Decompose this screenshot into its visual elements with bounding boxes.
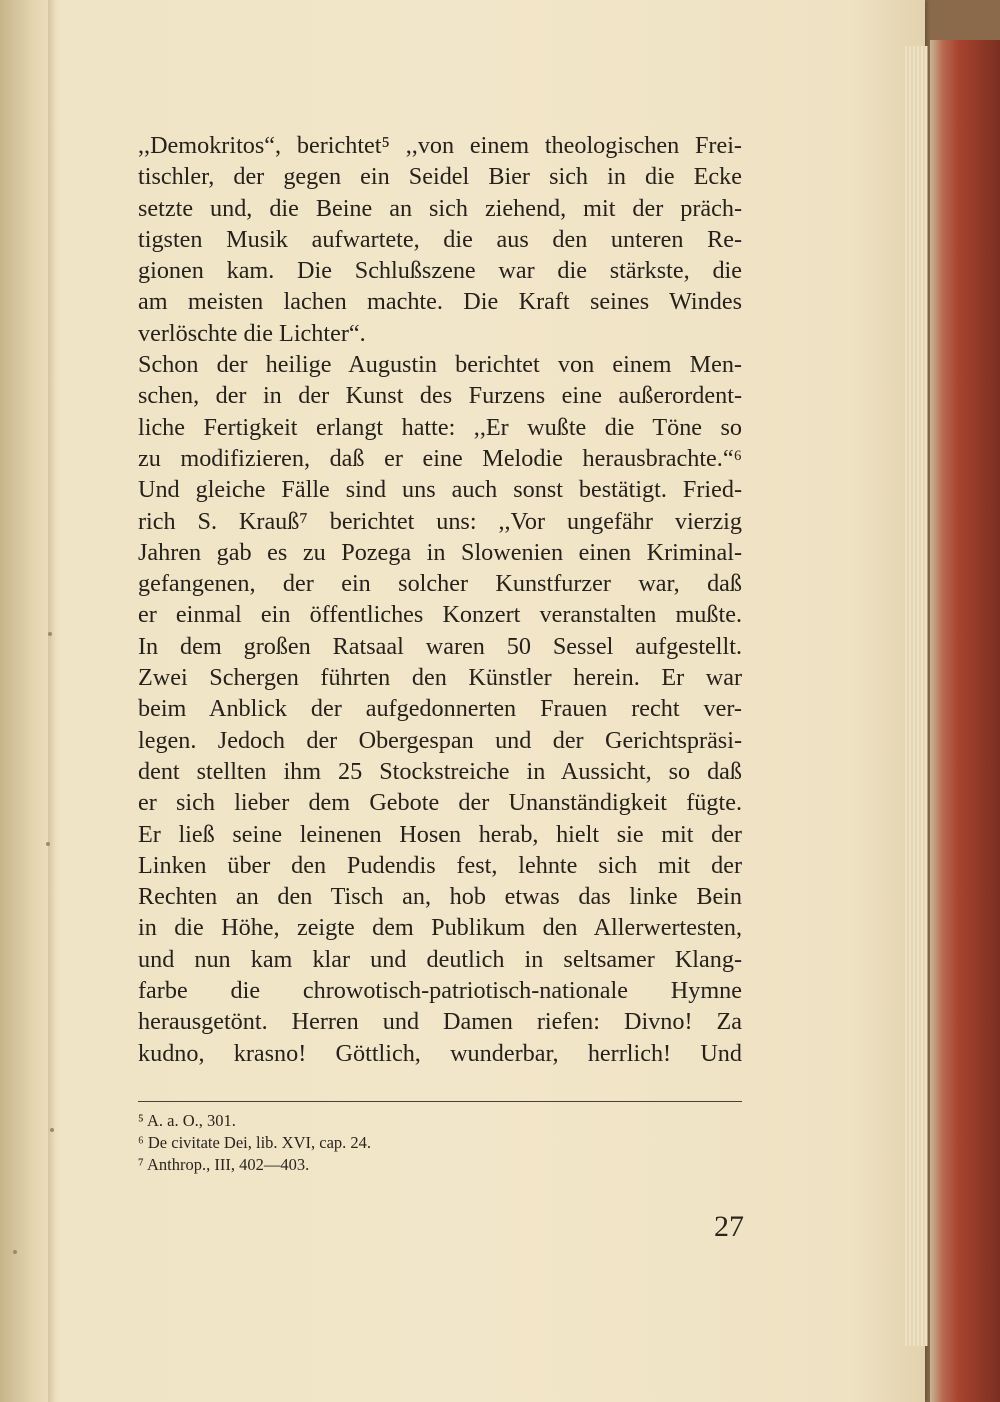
text-line: legen. Jedoch der Obergespan und der Gerichtspräsi- (138, 726, 742, 754)
text-line: setzte und, die Beine an sich ziehend, mit der präch- (138, 194, 742, 222)
text-line: und nun kam klar und deutlich in seltsamer Klang- (138, 945, 742, 973)
text-line: kudno, krasno! Göttlich, wunderbar, herrlich! Und (138, 1039, 742, 1067)
text-line: er sich lieber dem Gebote der Unanständigkeit fügte. (138, 789, 742, 817)
paper-speck (50, 1128, 54, 1132)
footnote-6: ⁶ De civitate Dei, lib. XVI, cap. 24. (138, 1133, 372, 1152)
body-text (138, 130, 742, 1069)
book-cover-edge (930, 40, 1000, 1402)
text-line: gefangenen, der ein solcher Kunstfurzer war, daß (138, 570, 742, 598)
text-line: gionen kam. Die Schlußszene war die stärkste, die (138, 257, 742, 285)
page-block-edges (905, 46, 928, 1346)
text-line: Er ließ seine leinenen Hosen herab, hielt sie mit der (138, 820, 742, 848)
text-line: tigsten Musik aufwartete, die aus den unteren Re- (138, 225, 742, 253)
text-line: Linken über den Pudendis fest, lehnte sich mit der (138, 851, 742, 879)
text-line: In dem großen Ratsaal waren 50 Sessel aufgestellt. (138, 632, 742, 660)
text-line: zu modifizieren, daß er eine Melodie herausbrachte.“⁶ (138, 444, 742, 472)
text-line: er einmal ein öffentliches Konzert veranstalten mußte. (138, 601, 742, 629)
text-line: Und gleiche Fälle sind uns auch sonst bestätigt. Fried- (138, 476, 742, 504)
text-line: ,,Demokritos“, berichtet⁵ ,,von einem theologischen Frei- (138, 132, 742, 159)
footnotes (138, 1110, 742, 1176)
page-number: 27 (714, 1210, 744, 1243)
text-line: schen, der in der Kunst des Furzens eine außerordent- (138, 382, 742, 410)
paper-speck (13, 1250, 17, 1254)
paper-speck (46, 842, 50, 846)
paper-speck (48, 632, 52, 636)
text-line: herausgetönt. Herren und Damen riefen: Divno! Za (138, 1008, 742, 1036)
text-line: tischler, der gegen ein Seidel Bier sich in die Ecke (138, 163, 742, 191)
text-line: Zwei Schergen führten den Künstler herein. Er war (138, 664, 742, 692)
text-line: beim Anblick der aufgedonnerten Frauen recht ver- (138, 695, 742, 723)
footnote-rule (138, 1101, 742, 1102)
text-line: verlöschte die Lichter“. (138, 319, 366, 347)
text-line: Jahren gab es zu Pozega in Slowenien einen Kriminal- (138, 538, 742, 566)
text-line: Rechten an den Tisch an, hob etwas das linke Bein (138, 883, 742, 911)
text-line: liche Fertigkeit erlangt hatte: ,,Er wußte die Töne so (138, 413, 742, 441)
text-line: in die Höhe, zeigte dem Publikum den Allerwertesten, (138, 914, 742, 942)
gutter-fold (48, 0, 56, 1402)
footnote-7: ⁷ Anthrop., III, 402—403. (138, 1155, 310, 1174)
text-line: farbe die chrowotisch-patriotisch-nationale Hymne (138, 977, 742, 1005)
text-line: am meisten lachen machte. Die Kraft seines Windes (138, 288, 742, 316)
footnote-5: ⁵ A. a. O., 301. (138, 1111, 236, 1130)
text-line: Schon der heilige Augustin berichtet von einem Men- (138, 351, 742, 379)
text-line: rich S. Krauß⁷ berichtet uns: ,,Vor ungefähr vierzig (138, 507, 742, 535)
text-line: dent stellten ihm 25 Stockstreiche in Aussicht, so daß (138, 757, 742, 785)
